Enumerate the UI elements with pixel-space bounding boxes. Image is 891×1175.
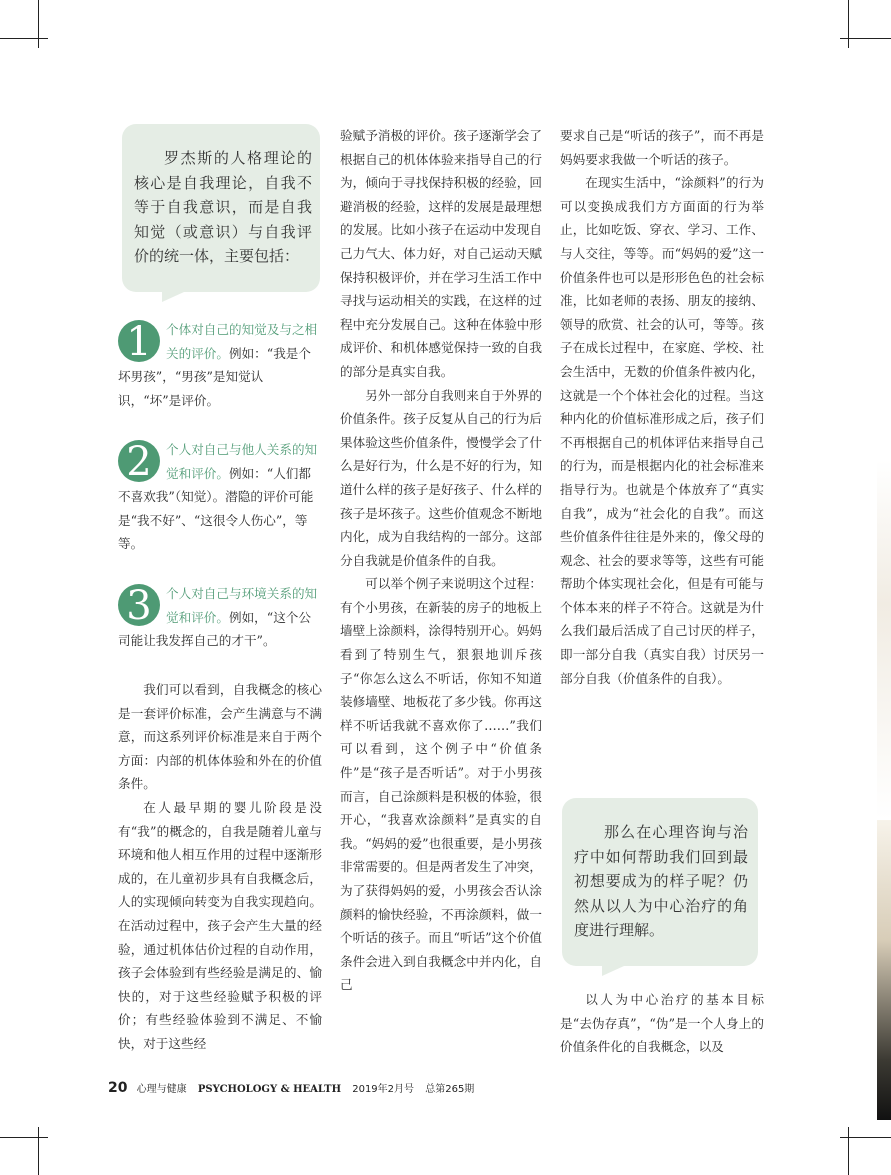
column-3-body [560, 124, 764, 690]
paragraph: 要求自己是“听话的孩子”，而不再是妈妈要求我做一个听话的孩子。 [560, 128, 764, 167]
column-2-body [340, 124, 542, 997]
intro-callout [122, 124, 320, 292]
question-callout-text: 那么在心理咨询与治疗中如何帮助我们回到最初想要成为的样子呢？仍然从以人为中心治疗的角度进行理解。 [574, 823, 748, 939]
crop-mark-tr-v [848, 0, 849, 48]
page-number: 20 [108, 1080, 128, 1096]
paragraph: 我们可以看到，自我概念的核心是一套评价标准，会产生满意与不满意，而这系列评价标准是来自于两个方面：内部的机体体验和外在的价值条件。 [118, 682, 322, 792]
callout-tail [162, 292, 184, 302]
crop-mark-bl-v [38, 1127, 39, 1175]
page-footer [108, 1080, 482, 1096]
paragraph: 可以举个例子来说明这个过程：有个小男孩，在新装的房子的地板上墙壁上涂颜料，涂得特别开心。妈妈看到了特别生气，狠狠地训斥孩子“你怎么这么不听话，你知不知道装修墙壁、地板花了多少钱。你再这样不听话我就不喜欢你了……”我们可以看到，这个例子中“价值条件”是“孩子是否听话”。对于小男孩而言，自己涂颜料是积极的体验，很开心，“我喜欢涂颜料”是真实的自我。“妈妈的爱”也很重要，是小男孩非常需要的。但是两者发生了冲突，为了获得妈妈的爱，小男孩会否认涂颜料的愉快经验，不再涂颜料，做一个听话的孩子。而且“听话”这个价值条件会进入到自我概念中并内化，自己 [340, 576, 542, 993]
point-2 [118, 438, 322, 556]
callout-tail [602, 966, 624, 976]
paragraph: 在现实生活中，“涂颜料”的行为可以变换成我们方方面面的行为举止，比如吃饭、穿衣、学习、工作、与人交往，等等。而“妈妈的爱”这一价值条件也可以是形形色色的社会标准，比如老师的表扬、朋友的接纳、领导的欣赏、社会的认可，等等。孩子在成长过程中，在家庭、学校、社会生活中，无数的价值条件被内化，这就是一个个体社会化的过程。当这种内化的价值标准形成之后，孩子们不再根据自己的机体评估来指导自己的行为，而是根据内化的社会标准来指导行为。也就是个体放弃了“真实自我”，成为“社会化的自我”。而这些价值条件往往是外来的，像父母的观念、社会的要求等等，这些有可能帮助个体实现社会化，但是有可能与个体本来的样子不符合。这就是为什么我们最后活成了自己讨厌的样子，即一部分自我（真实自我）讨厌另一部分自我（价值条件的自我）。 [560, 175, 764, 686]
point-heading-1: 个体对自己的知觉及与之相关的评价。 [166, 322, 318, 361]
paragraph: 验赋予消极的评价。孩子逐渐学会了根据自己的机体体验来指导自己的行为，倾向于寻找保持积极的经验，回避消极的经验，这样的发展是最理想的发展。比如小孩子在运动中发现自己力气大、体力好，对自己运动天赋保持积极评价，并在学习生活工作中寻找与运动相关的实践，在这样的过程中充分发展自己。这种在体验中形成评价、和机体感觉保持一致的自我的部分是真实自我。 [340, 128, 542, 379]
paragraph: 以人为中心治疗的基本目标是“去伪存真”，“伪”是一个人身上的价值条件化的自我概念，以及 [560, 992, 764, 1055]
magazine-name-cn: 心理与健康 [136, 1084, 187, 1095]
point-number-2: 2 [118, 440, 160, 482]
point-heading-3: 个人对自己与环境关系的知觉和评价。 [166, 586, 318, 625]
column-3-bottom [560, 988, 764, 1059]
magazine-name-en: PSYCHOLOGY & HEALTH [197, 1084, 342, 1095]
paragraph: 另外一部分自我则来自于外界的价值条件。孩子反复从自己的行为后果体验这些价值条件，慢慢学会了什么是好行为，什么是不好的行为，知道什么样的孩子是好孩子、什么样的孩子是坏孩子。这些价值观念不断地内化，成为自我结构的一部分。这部分自我就是价值条件的自我。 [340, 387, 542, 568]
point-number-1: 1 [118, 320, 160, 362]
point-text-2: 例如：“人们都不喜欢我”（知觉）。潜隐的评价可能是“我不好”、“这很令人伤心”，等等。 [118, 465, 314, 552]
crop-mark-br-h [840, 1137, 891, 1138]
issue-date: 2019年2月号 [352, 1084, 415, 1095]
crop-mark-br-v [848, 1127, 849, 1175]
total-issue: 总第265期 [425, 1084, 475, 1095]
point-text-3: 例如，“这个公司能让我发挥自己的才干”。 [118, 609, 311, 649]
point-1 [118, 318, 322, 412]
crop-mark-tl-h [0, 38, 48, 39]
column-1-body [118, 678, 322, 1056]
crop-mark-tl-v [38, 0, 39, 48]
question-callout [562, 798, 758, 966]
crop-mark-bl-h [0, 1137, 48, 1138]
edge-photo-dark [877, 820, 891, 1120]
paragraph: 在人最早期的婴儿阶段是没有“我”的概念的，自我是随着儿童与环境和他人相互作用的过程中逐渐形成的，在儿童初步具有自我概念后，人的实现倾向转变为自我实现趋向。在活动过程中，孩子会产生大量的经验，通过机体估价过程的自动作用，孩子会体验到有些经验是满足的、愉快的，对于这些经验赋予积极的评价；有些经验体验到不满足、不愉快，对于这些经 [118, 799, 322, 1051]
crop-mark-tr-h [840, 38, 891, 39]
point-number-3: 3 [118, 584, 160, 626]
point-3 [118, 582, 322, 653]
edge-photo-light [877, 460, 891, 820]
point-heading-2: 个人对自己与他人关系的知觉和评价。 [166, 442, 318, 481]
intro-callout-text: 罗杰斯的人格理论的核心是自我理论，自我不等于自我意识，而是自我知觉（或意识）与自我评价的统一体，主要包括： [134, 149, 312, 265]
point-text-1: 例如：“我是个坏男孩”，“男孩”是知觉认识，“坏”是评价。 [118, 345, 311, 408]
